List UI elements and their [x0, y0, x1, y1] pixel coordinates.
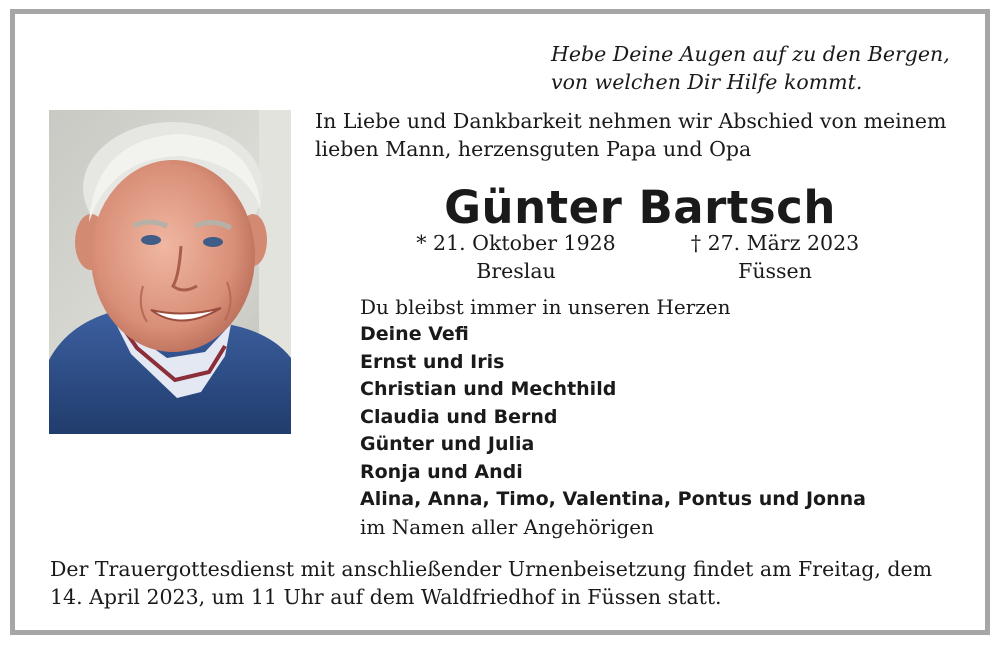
mourner-name: Claudia und Bernd: [360, 406, 558, 428]
mourner-name: Ernst und Iris: [360, 351, 505, 373]
deceased-name: Günter Bartsch: [444, 181, 836, 234]
service-line-1: Der Trauergottesdienst mit anschließender Urnenbeisetzung findet am Freitag, dem: [50, 557, 933, 581]
mourner-name: Christian und Mechthild: [360, 378, 617, 400]
birth-place: Breslau: [476, 259, 556, 283]
mourners-closing: im Namen aller Angehörigen: [360, 515, 655, 539]
quote-line-1: Hebe Deine Augen auf zu den Bergen,: [551, 42, 950, 66]
service-line-2: 14. April 2023, um 11 Uhr auf dem Waldfriedhof in Füssen statt.: [50, 585, 722, 609]
death-place: Füssen: [738, 259, 812, 283]
mourner-name: Deine Vefi: [360, 323, 469, 345]
obituary-frame: [10, 9, 990, 635]
death-date: † 27. März 2023: [690, 231, 860, 255]
intro-line-2: lieben Mann, herzensguten Papa und Opa: [315, 137, 752, 161]
portrait-photo: [49, 110, 291, 434]
mourners-heading: Du bleibst immer in unseren Herzen: [360, 295, 731, 319]
quote-line-2: von welchen Dir Hilfe kommt.: [551, 70, 863, 94]
birth-date: * 21. Oktober 1928: [416, 231, 616, 255]
mourner-name: Ronja und Andi: [360, 461, 523, 483]
mourner-name: Günter und Julia: [360, 433, 535, 455]
mourner-name: Alina, Anna, Timo, Valentina, Pontus und Jonna: [360, 488, 866, 510]
intro-line-1: In Liebe und Dankbarkeit nehmen wir Abschied von meinem: [315, 109, 947, 133]
